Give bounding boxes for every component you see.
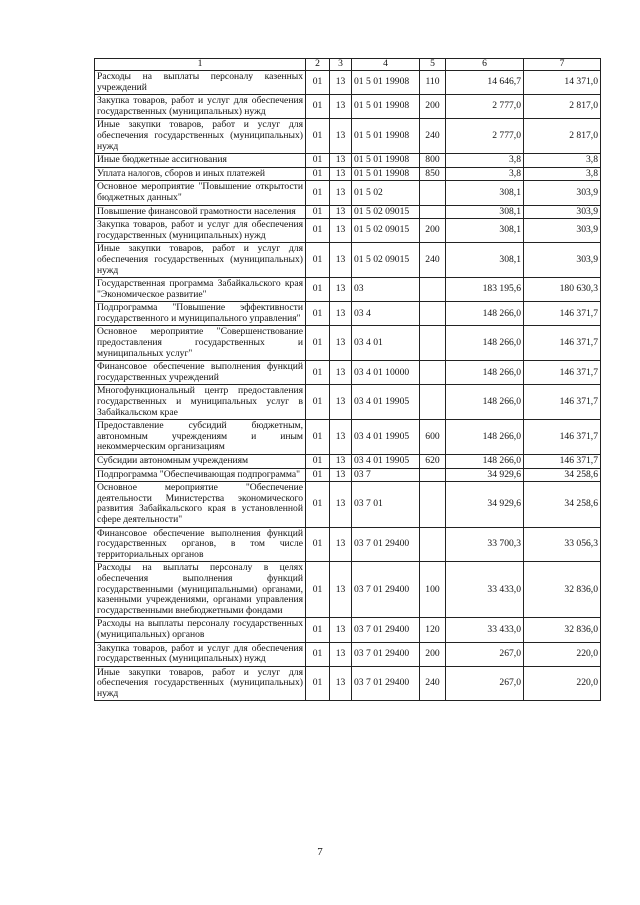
row-amount-col6: 183 195,6 [446,278,524,302]
row-expense-type [420,482,446,527]
row-name: Многофункциональный центр предоставления государственных и муниципальных услуг в Забайкальском крае [95,385,306,420]
row-amount-col7: 3,8 [524,167,601,181]
row-section: 01 [306,219,330,243]
row-name: Подпрограмма "Повышение эффективности государственного и муниципального управления" [95,302,306,326]
row-target-code: 03 7 [352,468,420,482]
row-target-code: 03 7 01 [352,482,420,527]
row-expense-type: 240 [420,243,446,278]
row-section: 01 [306,527,330,562]
row-name: Повышение финансовой грамотности населения [95,205,306,219]
row-section: 01 [306,243,330,278]
row-amount-col7: 146 371,7 [524,455,601,469]
row-subsection: 13 [330,154,352,168]
table-body [95,71,601,701]
row-section: 01 [306,302,330,326]
row-expense-type: 240 [420,119,446,154]
row-amount-col6: 33 433,0 [446,618,524,642]
header-col-2: 2 [306,59,330,71]
table-row [95,302,601,326]
row-amount-col7: 303,9 [524,243,601,278]
header-col-3: 3 [330,59,352,71]
row-target-code: 03 [352,278,420,302]
table-row [95,527,601,562]
row-amount-col6: 34 929,6 [446,482,524,527]
table-row [95,468,601,482]
row-subsection: 13 [330,455,352,469]
budget-table-container [94,58,600,701]
budget-table [94,58,601,701]
row-expense-type [420,326,446,361]
row-amount-col7: 146 371,7 [524,385,601,420]
row-name: Иные закупки товаров, работ и услуг для обеспечения государственных (муниципальных) нужд [95,119,306,154]
row-target-code: 03 7 01 29400 [352,562,420,618]
row-amount-col6: 148 266,0 [446,361,524,385]
row-subsection: 13 [330,562,352,618]
row-target-code: 01 5 02 09015 [352,243,420,278]
table-row [95,455,601,469]
row-section: 01 [306,278,330,302]
row-expense-type [420,385,446,420]
row-subsection: 13 [330,71,352,95]
row-name: Иные закупки товаров, работ и услуг для обеспечения государственных (муниципальных) нужд [95,666,306,701]
row-section: 01 [306,420,330,455]
row-expense-type [420,468,446,482]
table-row [95,119,601,154]
row-target-code: 01 5 01 19908 [352,154,420,168]
row-section: 01 [306,385,330,420]
row-section: 01 [306,562,330,618]
row-target-code: 03 4 01 19905 [352,420,420,455]
row-target-code: 01 5 01 19908 [352,95,420,119]
table-row [95,243,601,278]
row-name: Государственная программа Забайкальского края "Экономическое развитие" [95,278,306,302]
row-name: Иные закупки товаров, работ и услуг для обеспечения государственных (муниципальных) нужд [95,243,306,278]
row-target-code: 01 5 01 19908 [352,71,420,95]
table-row [95,385,601,420]
header-col-1: 1 [95,59,306,71]
row-section: 01 [306,468,330,482]
row-section: 01 [306,482,330,527]
row-amount-col7: 146 371,7 [524,361,601,385]
row-name: Расходы на выплаты персоналу государственных (муниципальных) органов [95,618,306,642]
row-section: 01 [306,71,330,95]
row-amount-col6: 2 777,0 [446,95,524,119]
row-section: 01 [306,326,330,361]
row-amount-col7: 33 056,3 [524,527,601,562]
row-section: 01 [306,181,330,205]
row-amount-col7: 3,8 [524,154,601,168]
row-amount-col7: 303,9 [524,219,601,243]
row-target-code: 03 4 [352,302,420,326]
row-name: Финансовое обеспечение выполнения функций государственных органов, в том числе территориальных органов [95,527,306,562]
row-amount-col7: 14 371,0 [524,71,601,95]
row-amount-col7: 34 258,6 [524,482,601,527]
row-expense-type: 100 [420,562,446,618]
row-target-code: 03 4 01 [352,326,420,361]
row-expense-type: 200 [420,95,446,119]
row-name: Закупка товаров, работ и услуг для обеспечения государственных (муниципальных) нужд [95,642,306,666]
row-expense-type [420,181,446,205]
row-name: Расходы на выплаты персоналу в целях обеспечения выполнения функций государственными (муниципальными) органами, казенными учреждениями, органами управления государственными внебюджетными фондами [95,562,306,618]
row-amount-col7: 2 817,0 [524,95,601,119]
row-subsection: 13 [330,119,352,154]
row-target-code: 01 5 01 19908 [352,167,420,181]
header-col-4: 4 [352,59,420,71]
row-subsection: 13 [330,205,352,219]
row-subsection: 13 [330,326,352,361]
row-amount-col7: 146 371,7 [524,302,601,326]
table-row [95,666,601,701]
row-expense-type [420,278,446,302]
row-target-code: 01 5 01 19908 [352,119,420,154]
row-section: 01 [306,205,330,219]
table-row [95,618,601,642]
row-name: Субсидии автономным учреждениям [95,455,306,469]
row-target-code: 01 5 02 09015 [352,219,420,243]
row-amount-col6: 148 266,0 [446,455,524,469]
table-row [95,361,601,385]
row-amount-col7: 34 258,6 [524,468,601,482]
row-expense-type: 110 [420,71,446,95]
row-subsection: 13 [330,302,352,326]
row-section: 01 [306,455,330,469]
row-name: Уплата налогов, сборов и иных платежей [95,167,306,181]
row-expense-type [420,302,446,326]
row-subsection: 13 [330,385,352,420]
row-amount-col7: 146 371,7 [524,420,601,455]
row-section: 01 [306,618,330,642]
page-number: 7 [317,846,323,858]
row-amount-col7: 146 371,7 [524,326,601,361]
row-amount-col6: 308,1 [446,219,524,243]
row-subsection: 13 [330,219,352,243]
row-name: Закупка товаров, работ и услуг для обеспечения государственных (муниципальных) нужд [95,95,306,119]
row-target-code: 03 4 01 19905 [352,385,420,420]
row-name: Закупка товаров, работ и услуг для обеспечения государственных (муниципальных) нужд [95,219,306,243]
row-target-code: 01 5 02 09015 [352,205,420,219]
row-subsection: 13 [330,642,352,666]
row-name: Иные бюджетные ассигнования [95,154,306,168]
row-expense-type: 620 [420,455,446,469]
table-row [95,482,601,527]
row-amount-col6: 3,8 [446,154,524,168]
row-subsection: 13 [330,181,352,205]
row-name: Основное мероприятие "Повышение открытости бюджетных данных" [95,181,306,205]
row-subsection: 13 [330,243,352,278]
row-expense-type: 120 [420,618,446,642]
table-row [95,154,601,168]
table-row [95,562,601,618]
row-amount-col7: 2 817,0 [524,119,601,154]
row-amount-col6: 14 646,7 [446,71,524,95]
row-amount-col6: 148 266,0 [446,420,524,455]
row-amount-col7: 303,9 [524,205,601,219]
table-row [95,205,601,219]
row-amount-col6: 308,1 [446,243,524,278]
table-row [95,95,601,119]
row-section: 01 [306,666,330,701]
row-subsection: 13 [330,666,352,701]
row-amount-col6: 308,1 [446,181,524,205]
row-amount-col6: 33 700,3 [446,527,524,562]
row-amount-col6: 34 929,6 [446,468,524,482]
row-amount-col7: 220,0 [524,642,601,666]
row-subsection: 13 [330,361,352,385]
table-row [95,219,601,243]
row-expense-type: 240 [420,666,446,701]
row-section: 01 [306,95,330,119]
row-expense-type: 800 [420,154,446,168]
row-subsection: 13 [330,278,352,302]
row-amount-col6: 308,1 [446,205,524,219]
table-row [95,420,601,455]
header-col-7: 7 [524,59,601,71]
table-row [95,167,601,181]
row-amount-col7: 220,0 [524,666,601,701]
header-col-6: 6 [446,59,524,71]
row-subsection: 13 [330,468,352,482]
row-target-code: 01 5 02 [352,181,420,205]
table-row [95,326,601,361]
row-amount-col7: 180 630,3 [524,278,601,302]
row-amount-col6: 148 266,0 [446,326,524,361]
row-section: 01 [306,154,330,168]
row-subsection: 13 [330,167,352,181]
row-subsection: 13 [330,527,352,562]
row-amount-col7: 32 836,0 [524,618,601,642]
row-expense-type: 600 [420,420,446,455]
row-target-code: 03 7 01 29400 [352,642,420,666]
row-name: Основное мероприятие "Совершенствование предоставления государственных и муниципальных услуг" [95,326,306,361]
row-target-code: 03 7 01 29400 [352,666,420,701]
table-row [95,71,601,95]
table-row [95,278,601,302]
row-expense-type: 200 [420,642,446,666]
table-row [95,181,601,205]
row-name: Основное мероприятие "Обеспечение деятельности Министерства экономического развития Забайкальского края в установленной сфере деятельности" [95,482,306,527]
row-subsection: 13 [330,95,352,119]
row-amount-col6: 2 777,0 [446,119,524,154]
row-amount-col6: 267,0 [446,666,524,701]
row-amount-col6: 148 266,0 [446,302,524,326]
row-section: 01 [306,642,330,666]
row-name: Финансовое обеспечение выполнения функций государственных учреждений [95,361,306,385]
row-target-code: 03 7 01 29400 [352,527,420,562]
row-target-code: 03 4 01 10000 [352,361,420,385]
row-expense-type [420,527,446,562]
row-expense-type [420,205,446,219]
row-section: 01 [306,361,330,385]
row-target-code: 03 4 01 19905 [352,455,420,469]
row-target-code: 03 7 01 29400 [352,618,420,642]
row-expense-type: 850 [420,167,446,181]
row-amount-col6: 33 433,0 [446,562,524,618]
row-subsection: 13 [330,482,352,527]
row-section: 01 [306,167,330,181]
row-amount-col7: 32 836,0 [524,562,601,618]
row-amount-col6: 3,8 [446,167,524,181]
row-amount-col6: 267,0 [446,642,524,666]
row-expense-type: 200 [420,219,446,243]
row-name: Подпрограмма "Обеспечивающая подпрограмма" [95,468,306,482]
row-expense-type [420,361,446,385]
row-section: 01 [306,119,330,154]
table-header-row [95,59,601,71]
row-name: Предоставление субсидий бюджетным, автономным учреждениям и иным некоммерческим организациям [95,420,306,455]
row-name: Расходы на выплаты персоналу казенных учреждений [95,71,306,95]
row-subsection: 13 [330,420,352,455]
header-col-5: 5 [420,59,446,71]
row-amount-col7: 303,9 [524,181,601,205]
table-row [95,642,601,666]
row-subsection: 13 [330,618,352,642]
row-amount-col6: 148 266,0 [446,385,524,420]
